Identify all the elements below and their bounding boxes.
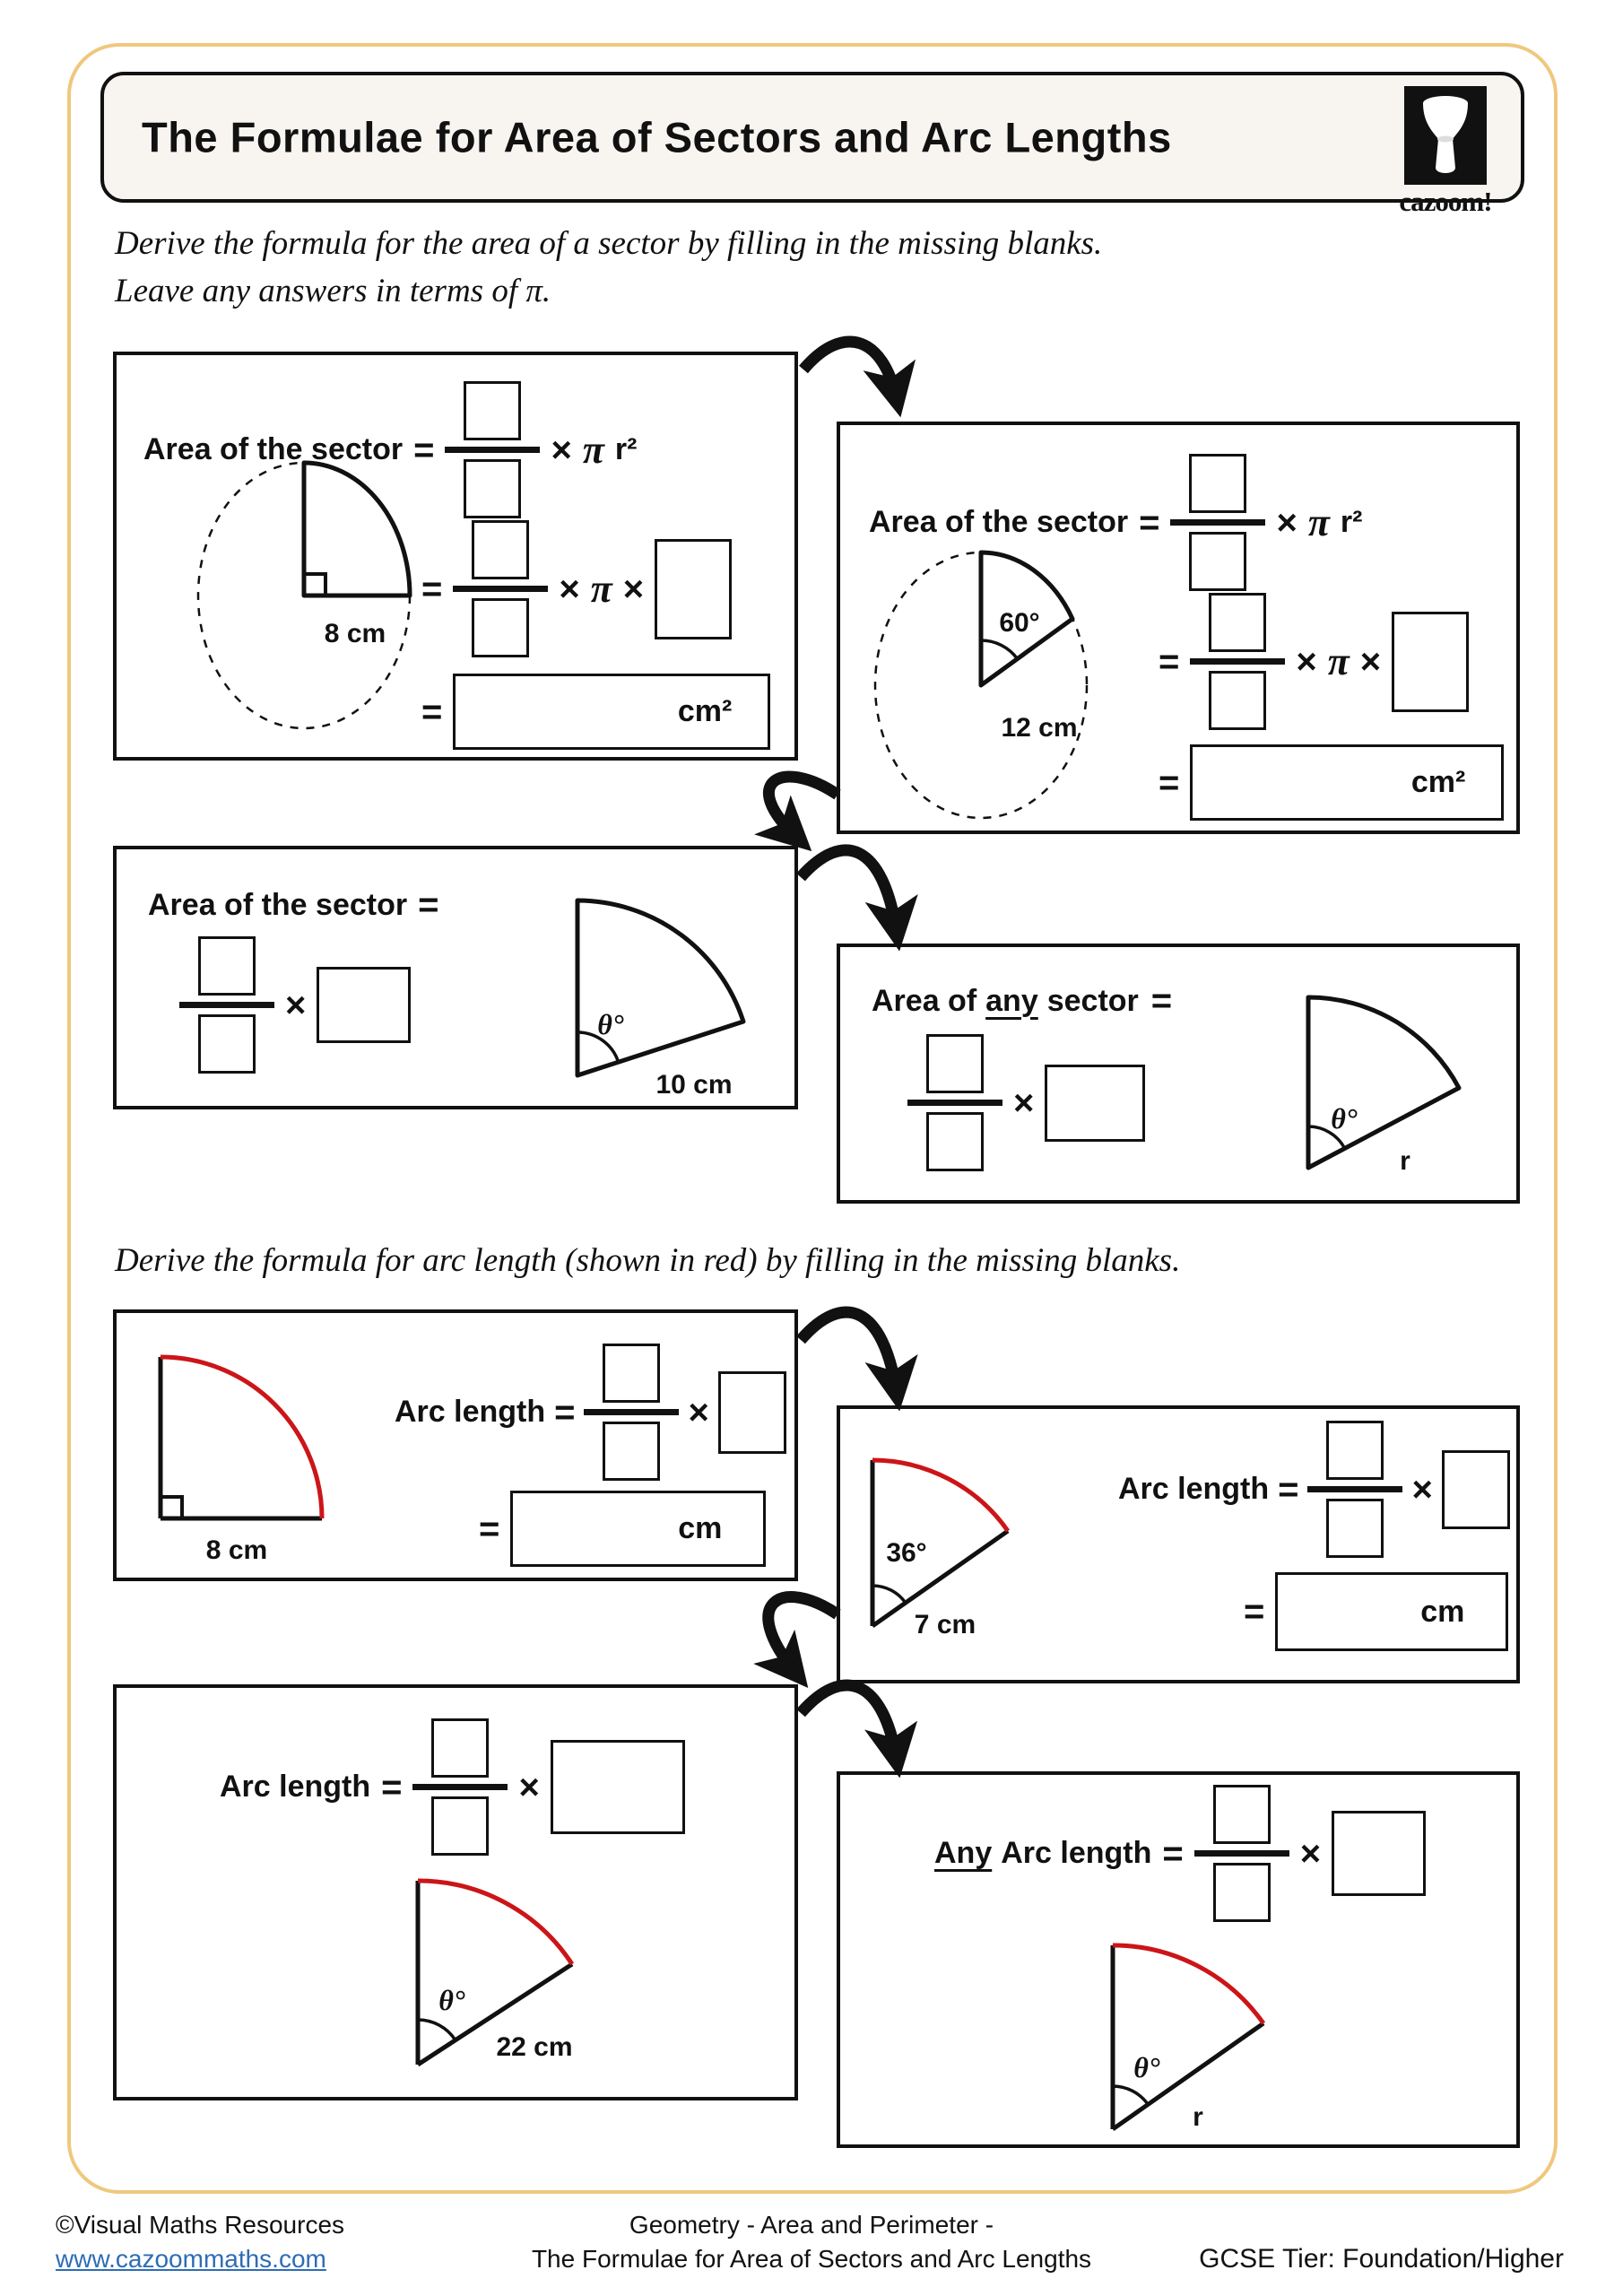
arc-theta-diagram: [362, 1851, 622, 2089]
label-pre: Area of: [872, 983, 977, 1018]
panel-arc-quarter: [113, 1309, 798, 1581]
radius-squared-blank[interactable]: [1392, 612, 1469, 712]
fraction-bar: [907, 1100, 1002, 1106]
formula-row: [179, 936, 411, 1074]
circumference-blank[interactable]: [1442, 1450, 1510, 1529]
fraction-bar: [1190, 658, 1285, 665]
right-angle-marker: [161, 1497, 182, 1518]
panel5-label: Arc length: [395, 1395, 546, 1429]
formula-row-1: [395, 1344, 786, 1481]
instruction-area-line2: Leave any answers in terms of π.: [115, 272, 551, 309]
denominator-blank[interactable]: [1213, 1863, 1271, 1922]
times-sign: ×: [1411, 1469, 1433, 1509]
answer-blank[interactable]: [1275, 1572, 1508, 1651]
panel2-label: Area of the sector: [869, 505, 1129, 539]
label-post: sector: [1046, 983, 1139, 1018]
equals-sign: =: [1150, 981, 1173, 1021]
numerator-blank[interactable]: [431, 1718, 489, 1778]
fraction-bar: [584, 1409, 679, 1415]
fraction-blank: [1307, 1421, 1402, 1558]
arc-any-diagram: [1062, 1925, 1304, 2149]
panel7-label: Arc length: [220, 1770, 371, 1804]
circumference-blank[interactable]: [1332, 1811, 1426, 1896]
formula-label-row: [872, 983, 1172, 1019]
fraction-blank: [453, 520, 548, 657]
radius-label: 10 cm: [655, 1070, 733, 1100]
times-sign: ×: [688, 1392, 709, 1432]
numerator-blank[interactable]: [603, 1344, 660, 1403]
equals-sign: =: [1244, 1592, 1265, 1631]
footer-copyright: ©Visual Maths Resources: [56, 2211, 345, 2239]
equals-sign: =: [1162, 1833, 1184, 1874]
times-sign: ×: [1296, 641, 1317, 682]
denominator-blank[interactable]: [1189, 532, 1246, 591]
footer-topic-line1: Geometry - Area and Perimeter -: [629, 2211, 994, 2239]
panel-area-any: [837, 944, 1520, 1204]
radius-label: 12 cm: [1001, 713, 1078, 743]
area-circle-blank[interactable]: [317, 967, 411, 1043]
footer-website-link[interactable]: www.cazoommaths.com: [56, 2245, 326, 2273]
equals-sign: =: [1139, 502, 1160, 543]
fraction-bar: [453, 586, 548, 592]
formula-row-2: [479, 1491, 766, 1567]
formula-row-1: [220, 1718, 685, 1856]
panel6-label: Arc length: [1118, 1472, 1270, 1506]
fraction-bar: [179, 1002, 274, 1008]
equals-sign: =: [1278, 1469, 1299, 1509]
pi-symbol: π: [1307, 500, 1330, 544]
formula-row-1: [934, 1785, 1426, 1922]
equals-sign: =: [479, 1509, 500, 1549]
times-sign: ×: [285, 985, 307, 1025]
equals-sign: =: [381, 1767, 403, 1807]
formula-label-row: [148, 887, 438, 923]
angle-label: 36°: [886, 1538, 927, 1568]
numerator-blank[interactable]: [1209, 593, 1266, 652]
sector-shape: [577, 900, 743, 1075]
instruction-arc-line: Derive the formula for arc length (shown in red) by filling in the missing blanks.: [115, 1242, 1181, 1279]
sector-any-diagram: [1254, 970, 1506, 1190]
instruction-area-line1: Derive the formula for the area of a sector by filling in the missing blanks.: [115, 225, 1103, 262]
panel-area-60deg: [837, 422, 1520, 834]
unit-label: cm: [1420, 1594, 1465, 1629]
fraction-blank: [412, 1718, 508, 1856]
radius-label: 22 cm: [496, 2032, 573, 2062]
pi-symbol: π: [590, 566, 612, 611]
fraction-bar: [1194, 1850, 1289, 1857]
panel-arc-any: [837, 1771, 1520, 2148]
times-sign: ×: [559, 569, 580, 609]
times-sign: ×: [1359, 641, 1382, 682]
numerator-blank[interactable]: [1189, 454, 1246, 513]
times-sign: ×: [518, 1767, 540, 1807]
fraction-blank: [907, 1034, 1002, 1171]
radius-label: 7 cm: [914, 1610, 976, 1639]
area-circle-blank[interactable]: [1045, 1065, 1145, 1142]
panel3-label: Area of the sector: [148, 887, 408, 922]
numerator-blank[interactable]: [198, 936, 256, 996]
denominator-blank[interactable]: [926, 1112, 984, 1171]
angle-label: 60°: [999, 608, 1040, 638]
footer-topic-line2: The Formulae for Area of Sectors and Arc Lengths: [531, 2245, 1092, 2273]
theta-label: θ°: [1331, 1102, 1358, 1135]
angle-arc-marker: [418, 2020, 456, 2040]
panel-arc-theta: [113, 1684, 798, 2100]
instruction-arc: [115, 1238, 1180, 1285]
label-any-underlined: any: [985, 983, 1038, 1018]
formula-row-3: [421, 674, 770, 750]
page-title: The Formulae for Area of Sectors and Arc Lengths: [142, 113, 1172, 161]
title-bar: [100, 72, 1524, 217]
times-sign: ×: [622, 569, 645, 609]
numerator-blank[interactable]: [1213, 1785, 1271, 1844]
arc-quarter-diagram: [129, 1333, 362, 1568]
fraction-blank: [1190, 593, 1285, 730]
denominator-blank[interactable]: [431, 1796, 489, 1856]
numerator-blank[interactable]: [1326, 1421, 1384, 1480]
equals-sign: =: [421, 569, 443, 609]
panel-area-quarter: [113, 352, 798, 761]
times-sign: ×: [551, 430, 572, 470]
times-sign: ×: [1013, 1083, 1035, 1123]
denominator-blank[interactable]: [472, 598, 529, 657]
fraction-blank: [445, 381, 540, 518]
red-arc: [872, 1460, 1008, 1531]
r-squared: r²: [1340, 505, 1363, 539]
denominator-blank[interactable]: [464, 459, 521, 518]
fraction-blank: [1170, 454, 1265, 591]
brand-name: cazoom!: [1399, 186, 1492, 217]
unit-label: cm²: [1410, 765, 1466, 799]
r-squared: r²: [614, 432, 638, 466]
red-arc: [418, 1881, 572, 1964]
equals-sign: =: [1159, 762, 1180, 803]
fraction-blank: [179, 936, 274, 1074]
radius-label: 8 cm: [324, 619, 386, 648]
answer-blank[interactable]: [453, 674, 770, 750]
times-sign: ×: [1299, 1833, 1322, 1874]
equals-sign: =: [421, 691, 443, 732]
sector-60-diagram: [860, 537, 1138, 833]
fraction-bar: [1170, 519, 1265, 526]
circumference-blank[interactable]: [551, 1740, 685, 1834]
sector-theta-diagram: [528, 880, 779, 1100]
theta-label: θ°: [438, 1984, 465, 2016]
formula-row-2: [1244, 1572, 1508, 1651]
circumference-blank[interactable]: [718, 1371, 786, 1454]
panel-arc-36deg: [837, 1405, 1520, 1683]
angle-arc-marker: [1113, 2086, 1148, 2105]
times-sign: ×: [1276, 502, 1298, 543]
drum-icon-svg: [1413, 92, 1478, 178]
radius-label: r: [1400, 1146, 1410, 1176]
radius-label: 8 cm: [205, 1535, 268, 1565]
panel-area-theta: [113, 846, 798, 1109]
denominator-blank[interactable]: [198, 1014, 256, 1074]
denominator-blank[interactable]: [1209, 671, 1266, 730]
footer-tier: GCSE Tier: Foundation/Higher: [1199, 2244, 1564, 2274]
brand-logo: [1393, 86, 1497, 218]
denominator-blank[interactable]: [1326, 1499, 1384, 1558]
instruction-area: [115, 221, 1102, 315]
arc-36-diagram: [848, 1436, 1041, 1647]
formula-row: [907, 1034, 1145, 1171]
fraction-bar: [445, 447, 540, 453]
formula-row-2: [421, 520, 732, 657]
numerator-blank[interactable]: [472, 520, 529, 579]
radius-squared-blank[interactable]: [655, 539, 732, 639]
pi-symbol: π: [1327, 639, 1350, 683]
drum-icon: [1404, 86, 1487, 185]
unit-label: cm: [678, 1511, 723, 1545]
fraction-bar: [1307, 1486, 1402, 1492]
equals-sign: =: [554, 1392, 576, 1432]
equals-sign: =: [413, 430, 435, 470]
numerator-blank[interactable]: [926, 1034, 984, 1093]
label-post: Arc length: [1001, 1836, 1152, 1870]
panel1-label: Area of the sector: [143, 432, 404, 466]
fraction-blank: [584, 1344, 679, 1481]
quarter-circle-diagram: [165, 430, 443, 739]
red-arc: [1113, 1945, 1263, 2023]
equals-sign: =: [418, 885, 439, 925]
fraction-blank: [1194, 1785, 1289, 1922]
label-any-underlined: Any: [934, 1836, 993, 1870]
answer-blank[interactable]: [1190, 744, 1504, 821]
theta-label: θ°: [1133, 2051, 1160, 2083]
angle-arc-marker: [872, 1586, 906, 1603]
formula-row-3: [1159, 744, 1504, 821]
answer-blank[interactable]: [510, 1491, 766, 1567]
numerator-blank[interactable]: [464, 381, 521, 440]
red-arc: [161, 1357, 322, 1518]
formula-row-1: [1118, 1421, 1510, 1558]
fraction-bar: [412, 1784, 508, 1790]
denominator-blank[interactable]: [603, 1422, 660, 1481]
theta-label: θ°: [597, 1008, 624, 1040]
pi-symbol: π: [582, 427, 604, 472]
sector-shape: [1308, 997, 1459, 1168]
formula-row-2: [1159, 593, 1469, 730]
equals-sign: =: [1159, 641, 1180, 682]
radius-label: r: [1193, 2102, 1203, 2132]
unit-label: cm²: [677, 694, 733, 728]
